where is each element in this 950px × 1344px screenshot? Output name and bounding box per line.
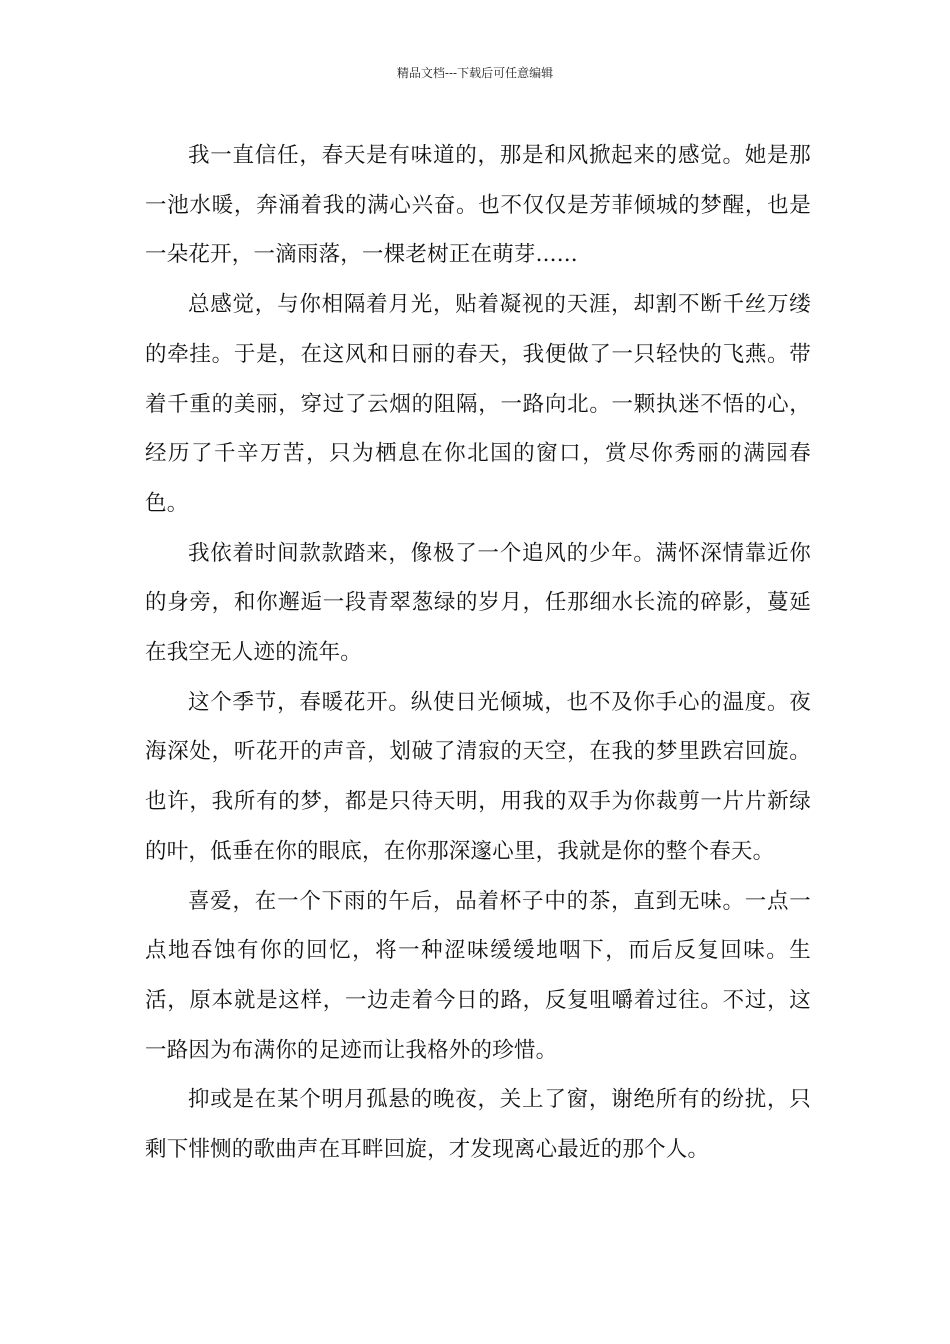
- paragraph-5: 喜爱，在一个下雨的午后，品着杯子中的茶，直到无味。一点一点地吞蚀有你的回忆，将一种涩味缓缓地咽下，而后反复回味。生活，原本就是这样，一边走着今日的路，反复咀嚼着过往。不过，这一路因为布满你的足迹而让我格外的珍惜。: [145, 888, 811, 1063]
- page-header: 精品文档---下载后可任意编辑: [396, 66, 554, 80]
- paragraph-6: 抑或是在某个明月孤悬的晚夜，关上了窗，谢绝所有的纷扰，只剩下悱恻的歌曲声在耳畔回旋，才发现离心最近的那个人。: [145, 1087, 811, 1163]
- document-body: [145, 131, 811, 1175]
- paragraph-3: 我依着时间款款踏来，像极了一个追风的少年。满怀深情靠近你的身旁，和你邂逅一段青翠葱绿的岁月，任那细水长流的碎影，蔓延在我空无人迹的流年。: [145, 540, 811, 666]
- paragraph-2: 总感觉，与你相隔着月光，贴着凝视的天涯，却割不断千丝万缕的牵挂。于是，在这风和日丽的春天，我便做了一只轻快的飞燕。带着千重的美丽，穿过了云烟的阻隔，一路向北。一颗执迷不悟的心，经历了千辛万苦，只为栖息在你北国的窗口，赏尽你秀丽的满园春色。: [145, 292, 811, 516]
- paragraph-1: 我一直信任，春天是有味道的，那是和风掀起来的感觉。她是那一池水暖，奔涌着我的满心兴奋。也不仅仅是芳菲倾城的梦醒，也是一朵花开，一滴雨落，一棵老树正在萌芽......: [145, 143, 811, 268]
- paragraph-4: 这个季节，春暖花开。纵使日光倾城，也不及你手心的温度。夜海深处，听花开的声音，划破了清寂的天空，在我的梦里跌宕回旋。也许，我所有的梦，都是只待天明，用我的双手为你裁剪一片片新绿的叶，低垂在你的眼底，在你那深邃心里，我就是你的整个春天。: [145, 689, 811, 864]
